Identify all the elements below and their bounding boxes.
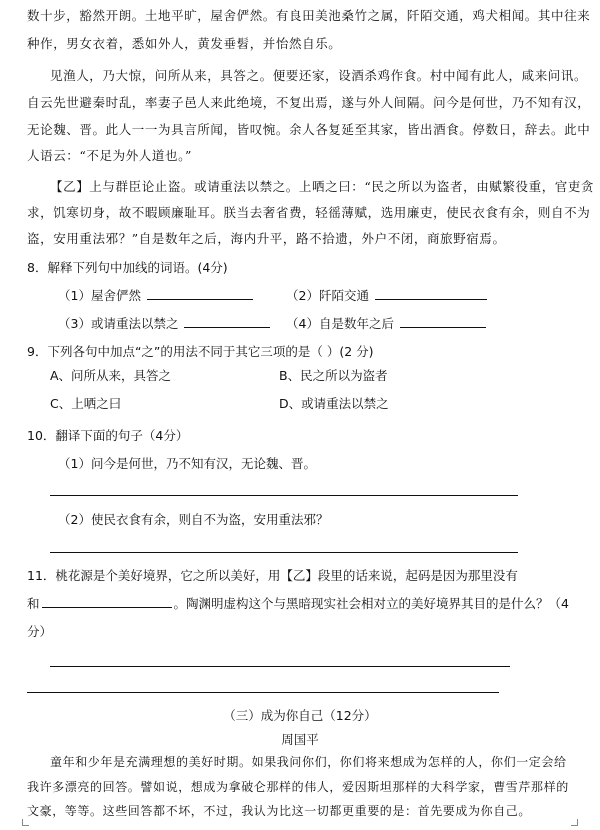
- passage-line: 人语云：“不足为外人道也。”: [27, 148, 192, 163]
- answer-line[interactable]: [50, 552, 518, 553]
- q8-item-2: [286, 283, 487, 309]
- essay-line: 文豪，等等。这些回答都不坏，不过，我认为比这一切都更重要的是：首先要成为你自己。: [27, 804, 532, 818]
- q9-option-a[interactable]: A、问所从来，具答之: [50, 368, 172, 383]
- passage-line: 数十步，豁然开朗。土地平旷，屋舍俨然。有良田美池桑竹之属，阡陌交通，鸡犬相闻。其中往来: [27, 8, 591, 23]
- essay-line: 童年和少年是充满理想的美好时期。如果我问你们，你们将来想成为怎样的人，你们一定会给: [50, 755, 567, 769]
- question-11-line-1: 11．桃花源是个美好境界，它之所以美好，用【乙】段里的话来说，起码是因为那里没有: [27, 568, 518, 583]
- answer-blank[interactable]: [375, 285, 487, 300]
- q9-option-c[interactable]: C、上哂之曰: [50, 396, 122, 411]
- q10-item-1: （1）问今是何世，乃不知有汉，无论魏、晋。: [58, 456, 316, 471]
- q11-question-text: 。陶渊明虚构这个与黑暗现实社会相对立的美好境界其目的是什么？（4: [173, 596, 569, 611]
- q8-item-1: [58, 283, 253, 309]
- passage-line: 盗，安用重法邪？”自是数年之后，海内升平，路不拾遗，外户不闭，商旅野宿焉。: [27, 231, 506, 246]
- q9-option-b[interactable]: B、民之所以为盗者: [279, 368, 388, 383]
- answer-blank[interactable]: [184, 313, 270, 328]
- q8-item-3: [58, 311, 270, 337]
- passage-line: 见渔人，乃大惊，问所从来，具答之。便要还家，设酒杀鸡作食。村中闻有此人，咸来问讯。: [50, 68, 588, 83]
- question-8-title: 8．解释下列句中加线的词语。(4分): [27, 260, 228, 275]
- q8-item-4: [286, 311, 486, 337]
- passage-line: 无论魏、晋。此人一一为具言所闻，皆叹惋。余人各复延至其家，皆出酒食。停数日，辞去。此中: [27, 122, 591, 137]
- q10-item-2: （2）使民衣食有余，则自不为盗，安用重法邪？: [58, 512, 329, 527]
- q8-item-1-text: （1）屋舍俨然: [58, 288, 141, 303]
- corner-mark: [571, 819, 578, 826]
- passage-line: 【乙】上与群臣论止盗。或请重法以禁之。上哂之曰：“民之所以为盗者，由赋繁役重，官吏贪: [50, 179, 595, 194]
- answer-blank[interactable]: [42, 593, 172, 608]
- q9-option-d[interactable]: D、或请重法以禁之: [279, 396, 389, 411]
- q8-item-3-text: （3）或请重法以禁之: [58, 316, 179, 331]
- question-11-line-3: 分）: [27, 624, 53, 639]
- essay-line: 我许多漂亮的回答。譬如说，想成为拿破仑那样的伟人，爱因斯坦那样的大科学家，曹雪芹那样的: [27, 780, 569, 794]
- passage-line: 自云先世避秦时乱，率妻子邑人来此绝境，不复出焉，遂与外人间隔。问今是何世，乃不知有汉，: [27, 95, 591, 110]
- question-10-title: 10．翻译下面的句子（4分）: [27, 428, 189, 443]
- q8-item-2-text: （2）阡陌交通: [286, 288, 369, 303]
- section-title: （三）成为你自己（12分）: [223, 708, 377, 723]
- passage-line: 求，饥寒切身，故不暇顾廉耻耳。朕当去奢省费，轻徭薄赋，选用廉吏，使民衣食有余，则自不为: [27, 205, 591, 220]
- answer-line[interactable]: [50, 666, 510, 667]
- corner-mark: [22, 819, 29, 826]
- q8-item-4-text: （4）自是数年之后: [286, 316, 394, 331]
- question-11-line-2: [27, 591, 569, 617]
- q11-and: 和: [27, 596, 40, 611]
- answer-line[interactable]: [50, 495, 518, 496]
- answer-blank[interactable]: [400, 313, 486, 328]
- answer-blank[interactable]: [147, 285, 253, 300]
- answer-line[interactable]: [27, 692, 499, 693]
- section-author: 周国平: [281, 732, 319, 747]
- passage-line: 种作，男女衣着，悉如外人，黄发垂髫，并怡然自乐。: [27, 36, 342, 51]
- question-9-title: 9．下列各句中加点“之”的用法不同于其它三项的是（ ）(2 分): [27, 344, 374, 359]
